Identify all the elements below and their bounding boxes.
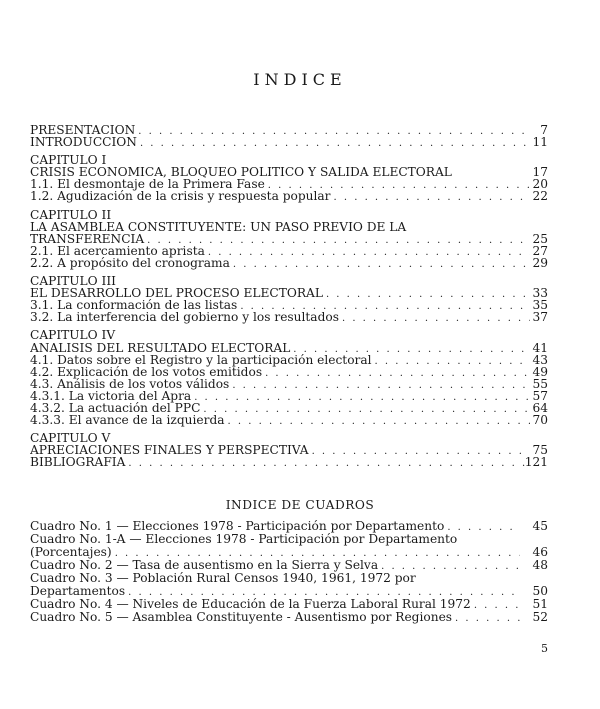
table-row-page: 48 — [532, 558, 548, 572]
toc-row-page: 41 — [532, 340, 548, 355]
table-row-page: 52 — [532, 610, 548, 624]
toc-row-text: 3.2. La interferencia del gobierno y los resultados — [30, 311, 339, 325]
toc-row-page: 37 — [532, 310, 548, 325]
toc-row — [30, 366, 550, 378]
toc-row-text: 4.2. Explicación de los votos emitidos — [30, 365, 263, 379]
toc-row-line — [30, 329, 550, 341]
toc-row-text: CAPITULO III — [30, 274, 116, 289]
table-row-text: Cuadro No. 2 — Tasa de ausentismo en la Sierra y Selva — [30, 559, 379, 572]
toc-row-text: CAPITULO II — [30, 207, 112, 222]
table-row-line — [30, 533, 550, 546]
table-row-page: 51 — [532, 597, 548, 611]
toc-row-text: CAPITULO V — [30, 431, 111, 446]
dot-leader — [334, 192, 531, 204]
toc-row-text: CAPITULO IV — [30, 328, 116, 343]
toc-row-text: 4.3.3. El avance de la izquierda — [30, 414, 225, 428]
toc-row-page: 75 — [532, 443, 548, 458]
toc-row-text: 4.3. Análisis de los votos válidos — [30, 377, 230, 391]
toc-row-text: CAPITULO I — [30, 153, 107, 168]
toc-row — [30, 245, 550, 257]
page-title: INDICE — [253, 70, 347, 89]
toc-row-line — [30, 414, 530, 428]
toc-row — [30, 378, 550, 390]
toc-row-text: 1.1. El desmontaje de la Primera Fase — [30, 178, 265, 192]
table-row-line — [30, 572, 550, 585]
table-row — [30, 598, 550, 611]
table-row-page: 45 — [532, 519, 548, 533]
table-row — [30, 572, 550, 585]
table-row-line — [30, 611, 520, 625]
toc-row-text: 3.1. La conformación de las listas — [30, 299, 238, 313]
toc-row — [30, 390, 550, 402]
toc-row — [30, 354, 550, 366]
table-row — [30, 585, 550, 598]
table-row-line — [30, 598, 520, 612]
table-row-line — [30, 546, 520, 560]
toc-row-page: 121 — [524, 455, 548, 470]
toc-row-page: 70 — [532, 413, 548, 428]
table-of-contents — [30, 124, 550, 468]
toc-row — [30, 299, 550, 311]
toc-row-page: 43 — [532, 352, 548, 367]
toc-row-page: 20 — [532, 177, 548, 192]
toc-row — [30, 432, 550, 444]
toc-row-text: 4.1. Datos sobre el Registro y la participación electoral — [30, 353, 372, 367]
dot-leader — [342, 313, 530, 325]
toc-row-text: LA ASAMBLEA CONSTITUYENTE: UN PASO PREVIO DE LA — [30, 219, 407, 234]
toc-row-line — [30, 311, 530, 325]
toc-row — [30, 402, 550, 414]
toc-row-text: CRISIS ECONOMICA, BLOQUEO POLITICO Y SALIDA ELECTORAL — [30, 165, 452, 180]
toc-row-line — [30, 221, 550, 233]
toc-row-page: 11 — [532, 135, 548, 150]
toc-row — [30, 275, 550, 287]
toc-row-page: 55 — [532, 376, 548, 391]
toc-row-page: 27 — [532, 243, 548, 258]
toc-row — [30, 342, 550, 354]
toc-row-text: EL DESARROLLO DEL PROCESO ELECTORAL — [30, 287, 323, 301]
toc-row-text: 2.2. A propósito del cronograma — [30, 256, 230, 270]
toc-row — [30, 329, 550, 341]
toc-row-page: 17 — [532, 165, 548, 180]
toc-row-text: TRANSFERENCIA — [30, 232, 145, 246]
table-row-text: Cuadro No. 1-A — Elecciones 1978 - Participación por Departamento — [30, 532, 458, 546]
toc-row-page: 57 — [532, 388, 548, 403]
toc-row-page: 35 — [532, 298, 548, 313]
table-row — [30, 533, 550, 546]
dot-leader — [228, 416, 530, 428]
toc-row — [30, 456, 550, 468]
table-row — [30, 546, 550, 559]
toc-row-line — [30, 275, 550, 287]
table-row-text: Cuadro No. 1 — Elecciones 1978 - Participación por Departamento — [30, 520, 445, 533]
toc-row-page: 49 — [532, 364, 548, 379]
toc-row-page: 25 — [532, 231, 548, 246]
dot-leader — [233, 259, 530, 271]
toc-row-text: 4.3.2. La actuación del PPC — [30, 401, 201, 415]
toc-row — [30, 166, 550, 178]
toc-row-text: PRESENTACION — [30, 124, 136, 137]
table-row-page: 46 — [532, 545, 548, 559]
tables-index — [30, 520, 550, 624]
table-row-text: (Porcentajes) — [30, 546, 112, 559]
table-row-text: Cuadro No. 3 — Población Rural Censos 1940, 1961, 1972 por — [30, 571, 416, 585]
toc-row — [30, 190, 550, 202]
toc-row — [30, 233, 550, 245]
toc-row — [30, 444, 550, 456]
toc-row — [30, 136, 550, 148]
table-row-line — [30, 585, 520, 599]
toc-row-page: 33 — [532, 286, 548, 301]
toc-row — [30, 287, 550, 299]
toc-row — [30, 414, 550, 426]
toc-row-line — [30, 257, 530, 271]
toc-row-text: BIBLIOGRAFIA — [30, 456, 126, 470]
dot-leader — [128, 458, 530, 470]
toc-row — [30, 311, 550, 323]
dot-leader — [140, 138, 530, 150]
toc-row-text: INTRODUCCION — [30, 136, 137, 150]
page-number: 5 — [541, 642, 548, 655]
toc-row-page: 22 — [532, 189, 548, 204]
toc-row-text: 2.1. El acercamiento aprista — [30, 244, 205, 258]
toc-row-line — [30, 136, 530, 150]
toc-row-page: 64 — [532, 400, 548, 415]
toc-row — [30, 178, 550, 190]
tables-index-title: INDICE DE CUADROS — [225, 498, 375, 512]
table-row-text: Cuadro No. 5 — Asamblea Constituyente - Ausentismo por Regiones — [30, 611, 453, 624]
toc-row-text: APRECIACIONES FINALES Y PERSPECTIVA — [30, 444, 309, 458]
toc-row-page: 29 — [532, 255, 548, 270]
toc-row-line — [30, 456, 530, 470]
toc-row-line — [30, 166, 550, 178]
toc-row-text: 4.3.1. La victoria del Apra — [30, 389, 192, 403]
toc-row-line — [30, 190, 530, 204]
toc-row — [30, 124, 550, 136]
table-row-text: Cuadro No. 4 — Niveles de Educación de la Fuerza Laboral Rural 1972 — [30, 598, 471, 611]
toc-row-text: ANALISIS DEL RESULTADO ELECTORAL — [30, 341, 291, 355]
table-row-text: Departamentos — [30, 585, 126, 598]
toc-row — [30, 221, 550, 233]
toc-row-text: 1.2. Agudización de la crisis y respuesta popular — [30, 190, 331, 204]
table-row — [30, 611, 550, 624]
toc-row-line — [30, 432, 550, 444]
table-row-page: 50 — [532, 584, 548, 598]
toc-row-page: 7 — [540, 123, 548, 137]
toc-row — [30, 257, 550, 269]
